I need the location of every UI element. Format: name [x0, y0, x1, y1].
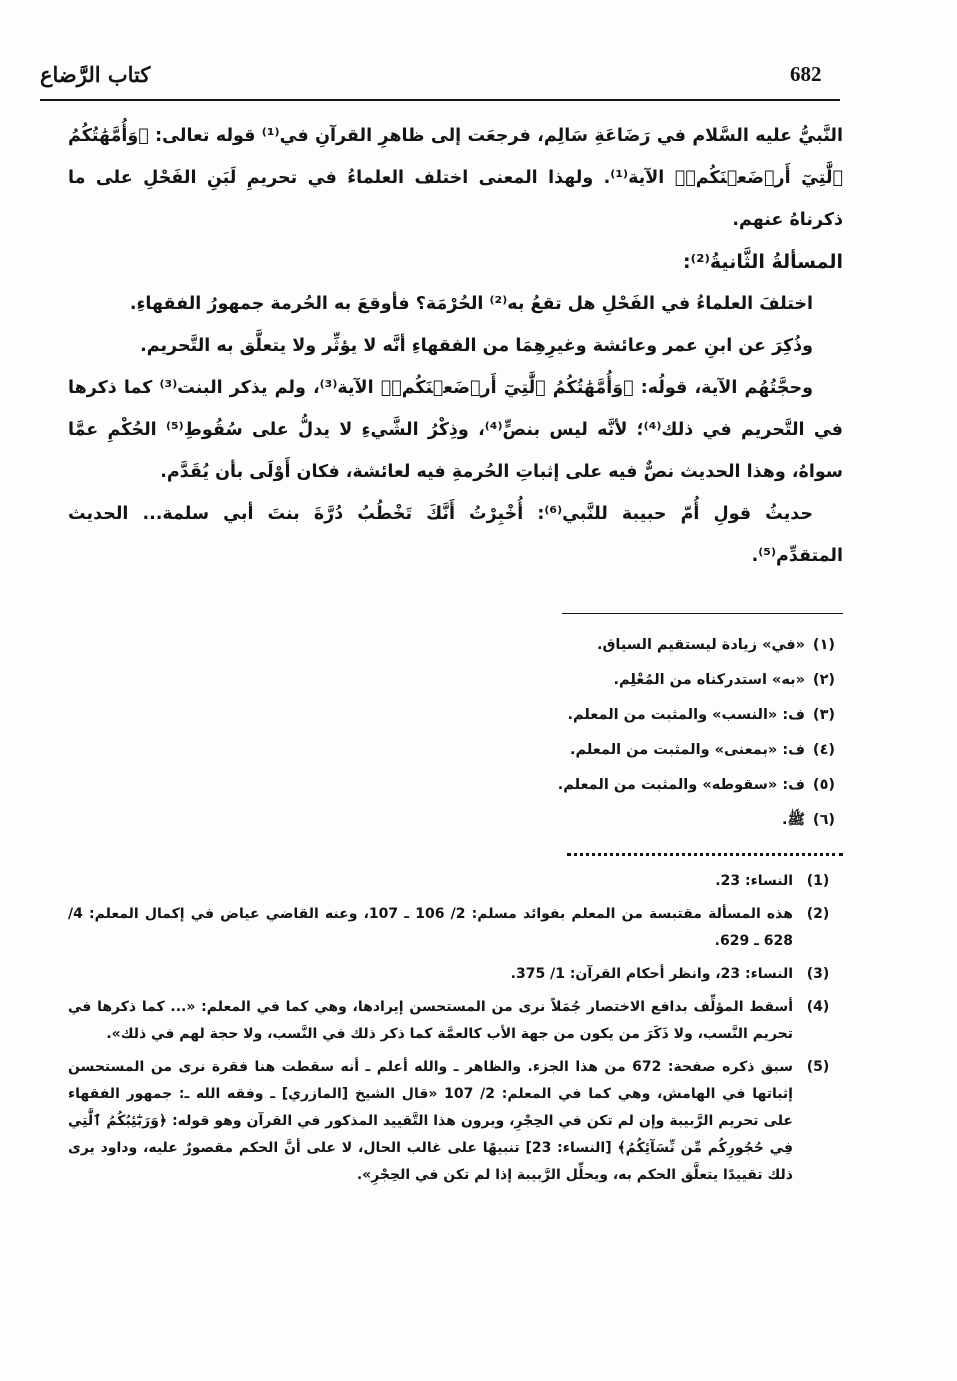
footnote-dotted-separator [567, 853, 843, 856]
footnote-number: (٢) [812, 672, 836, 688]
body-paragraph: النَّبيُّ عليه السَّلام في رَضَاعَةِ سَالِم، فرجعَت إلى ظاهرِ القرآنِ في⁽¹⁾ قوله تعالى: ﴿وَأُمَّهَٰتُكُمُ ٱلَّٰتِيٓ أَرۡضَعۡنَكُمۡ﴾ الآية⁽¹⁾. ولهذا المعنى اختلف العلماءُ في تحريمِ لَبَنِ الفَحْلِ على ما ذكرناهُ عنهم. [68, 126, 843, 230]
body-paragraph: حديثُ قولِ أُمّ حبيبة للنَّبي⁽⁶⁾: أُخْبِرْتُ أَنَّكَ تَخْطُبُ دُرَّةَ بنتَ أبي سلمة... الحديث المتقدِّم⁽⁵⁾. [68, 504, 843, 566]
footnote-text: ف: «سقوطه» والمثبت من المعلم. [557, 777, 805, 793]
footnote-number: (1) [806, 873, 830, 889]
footnote-text: «به» استدركناه من المُعْلِم. [613, 672, 805, 688]
footnote-text: سبق ذكره صفحة: 672 من هذا الجزء. والظاهر ـ والله أعلم ـ أنه سقطت هنا فقرة نرى من المستحسن إثباتها في الهامش، وهي كما في المعلم: 2/ 107 «قال الشيخ [المازري] ـ وفقه الله ـ: جمهور الفقهاء على تحريم الرَّبيبة وإن لم تكن في الحِجْرِ، ويرون هذا التَّقييد المذكور في القرآن وهو قوله: ﴿وَرَبَٰٓئِبُكُمُ ٱلَّٰتِي فِي حُجُورِكُم مِّن نِّسَآئِكُمُ﴾ [النساء: 23] تنبيهًا على غالب الحال، لا على أنَّ الحكم مقصورٌ عليه، وداود يرى ذلك تقييدًا يتعلَّق الحكم به، ويحلِّل الرَّبيبة إذا لم تكن في الحِجْرِ». [68, 1059, 793, 1183]
footnote-number: (٥) [812, 777, 836, 793]
footnote-separator [562, 613, 843, 614]
footnote [330, 698, 843, 733]
footnote [330, 768, 843, 803]
footnote-number: (١) [812, 637, 836, 653]
footnote-number: (٣) [812, 707, 836, 723]
footnote [330, 803, 843, 838]
footnote-text: النساء: 23، وانظر أحكام القرآن: 1/ 375. [510, 966, 793, 982]
section-heading: المسألةُ الثَّانيةُ⁽²⁾: [683, 251, 843, 273]
footnote-text: ف: «بمعنى» والمثبت من المعلم. [570, 742, 805, 758]
footnote-text: هذه المسألة مقتبسة من المعلم بفوائد مسلم: 2/ 106 ـ 107، وعنه القاضي عياض في إكمال المعلم: 4/ 628 ـ 629. [68, 906, 793, 949]
footnote-number: (5) [806, 1059, 830, 1075]
footnote-number: (3) [806, 966, 830, 982]
footnote-number: (2) [806, 906, 830, 922]
footnote-number: (٦) [812, 812, 836, 828]
page-number: 682 [790, 62, 822, 86]
running-header-title: كتاب الرَّضاع [40, 62, 151, 87]
editor-footnotes [330, 628, 843, 838]
footnote-text: ﷺ. [781, 812, 805, 828]
footnote-text: أسقط المؤلِّف بدافع الاختصار جُمَلاً نرى من المستحسن إيرادها، وهي كما في المعلم: «... كما ذكرها في تحريم النَّسب، ولا ذَكَرَ من يكون من جهة الأب كالعمَّة كما ذكر ذلك في النَّسب، ولا حجة لهم في ذلك». [68, 999, 793, 1042]
body-paragraph: وحجَّتُهُم الآية، قولُه: ﴿وَأُمَّهَٰتُكُمُ ٱلَّٰتِيٓ أَرۡضَعۡنَكُمۡ﴾ الآية⁽³⁾، ولم يذكر البنت⁽³⁾ كما ذكرها في التَّحريم في ذلك⁽⁴⁾؛ لأنَّه ليس بنصٍّ⁽⁴⁾، وذِكْرُ الشَّيءِ لا يدلُّ على سُقُوطِ⁽⁵⁾ الحُكْمِ عمَّا سواهُ، وهذا الحديث نصٌّ فيه على إثباتِ الحُرمةِ فيه لعائشة، فكان أَوْلَى بأن يُقَدَّم. [68, 378, 843, 482]
footnote-number: (٤) [812, 742, 836, 758]
footnote-text: ف: «النسب» والمثبت من المعلم. [567, 707, 805, 723]
footnote [68, 868, 843, 895]
footnote [68, 1054, 843, 1189]
reference-footnotes [68, 868, 843, 1195]
footnote-text: «في» زيادة ليستقيم السياق. [596, 637, 805, 653]
main-text [68, 115, 843, 577]
footnote-number: (4) [806, 999, 830, 1015]
footnote [330, 733, 843, 768]
footnote [68, 901, 843, 955]
footnote-text: النساء: 23. [715, 873, 793, 889]
body-paragraph: وذُكِرَ عن ابنِ عمر وعائشة وغيرِهِمَا من الفقهاءِ أنَّه لا يؤثِّر ولا يتعلَّق به التَّحريم. [140, 336, 813, 356]
footnote [68, 961, 843, 988]
header-rule [40, 99, 840, 101]
footnote [330, 628, 843, 663]
footnote [68, 994, 843, 1048]
footnote [330, 663, 843, 698]
body-paragraph: اختلفَ العلماءُ في الفَحْلِ هل تقعُ به⁽²⁾ الحُرْمَة؟ فأوقعَ به الحُرمة جمهورُ الفقهاءِ. [129, 294, 813, 314]
